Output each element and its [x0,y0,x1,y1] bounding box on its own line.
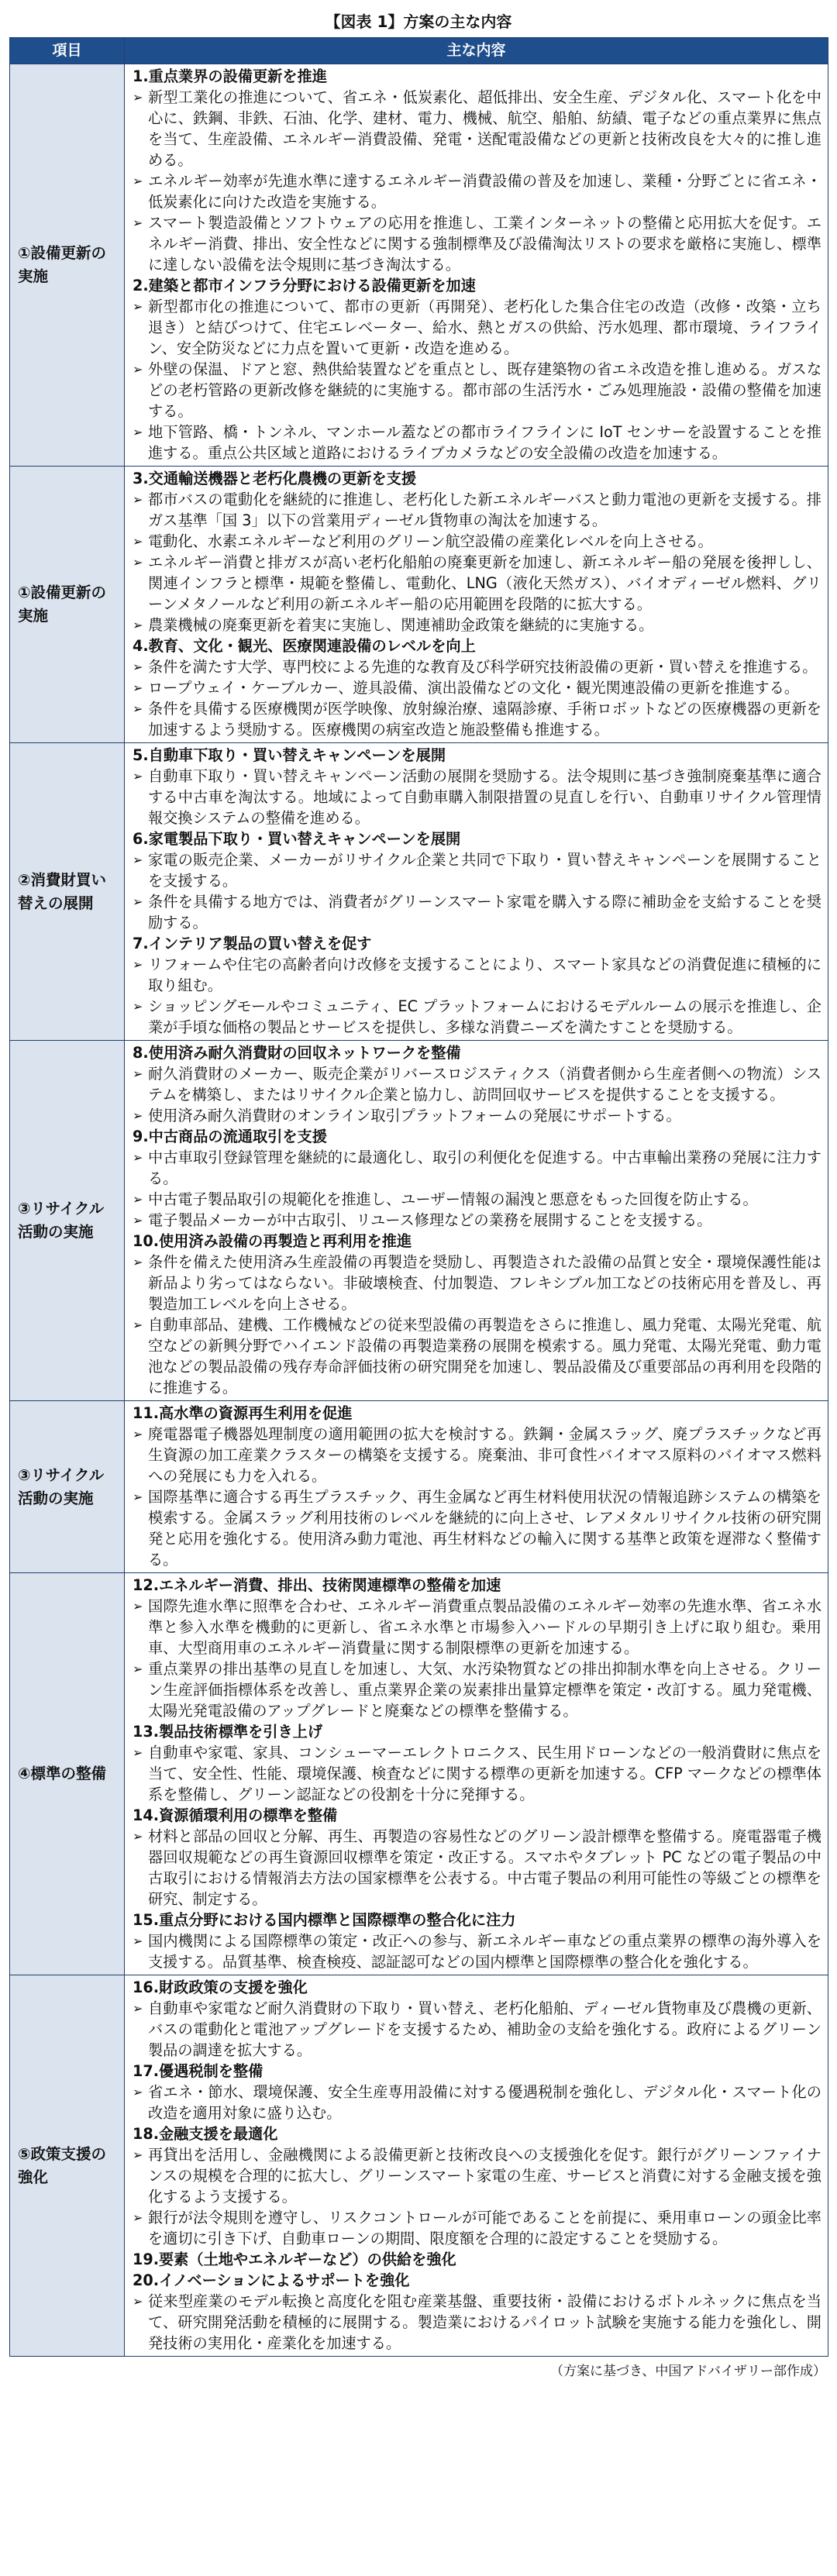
table-row [10,1401,828,1573]
bullet-item: ➢ 条件を備えた使用済み生産設備の再製造を奨励し、再製造された設備の品質と安全・環境保護性能は新品より劣ってはならない。非破壊検査、付加製造、フレキシブル加工などの技術応用を普及し、再製造加工レベルを向上させる。 [133,1252,822,1314]
content-item [133,2123,822,2249]
bullet-item: ➢ 自動車部品、建機、工作機械などの従来型設備の再製造をさらに推進し、風力発電、太陽光発電、航空などの新興分野でハイエンド設備の再製造業務の展開を模索する。風力発電、太陽光発電、動力電池などの製品設備の残存寿命評価技術の研究開発を加速し、製品設備及び重要部品の再利用を段階的に推進する。 [133,1314,822,1398]
category-cell [10,64,125,467]
item-title: 3.交通輸送機器と老朽化農機の更新を支援 [133,470,417,487]
bullet-item: ➢ 銀行が法令規則を遵守し、リスクコントロールが可能であることを前提に、乗用車ローンの頭金比率を適切に引き下げ、自動車ローンの期間、限度額を合理的に設定することを奨励する。 [133,2207,822,2249]
bullet-item: ➢ 中古車取引登録管理を継続的に最適化し、取引の利便化を促進する。中古車輸出業務の発展に注力する。 [133,1147,822,1189]
bullet-list [133,1063,822,1126]
category-cell [10,1975,125,2357]
content-item [133,1721,822,1805]
content-cell [125,1041,828,1401]
bullet-list [133,766,822,828]
bullet-item: ➢ 条件を具備する地方では、消費者がグリーンスマート家電を購入する際に補助金を支給することを奨励する。 [133,891,822,933]
bullet-item: ➢ 廃電器電子機器処理制度の適用範囲の拡大を検討する。鉄鋼・金属スラッグ、廃プラスチックなど再生資源の加工産業クラスターの構築を支援する。廃棄油、非可食性バイオマス原料のバイオマス燃料への発展にも力を入れる。 [133,1424,822,1486]
item-title: 6.家電製品下取り・買い替えキャンペーンを展開 [133,830,461,848]
bullet-item: ➢ 使用済み耐久消費財のオンライン取引プラットフォームの発展にサポートする。 [133,1105,822,1126]
bullet-list [133,489,822,635]
content-item [133,66,822,275]
content-item [133,828,822,933]
bullet-item: ➢ リフォームや住宅の高齢者向け改修を支援することにより、スマート家具などの消費促進に積極的に取り組む。 [133,954,822,996]
source-note: （方案に基づき、中国アドバイザリー部作成） [550,2364,826,2379]
bullet-item: ➢ 国内機関による国際標準の策定・改正への参与、新エネルギー車などの重点業界の標準の海外導入を支援する。品質基準、検査検疫、認証認可などの国内標準と国際標準の整合化を強化する。 [133,1930,822,1972]
bullet-list [133,2291,822,2354]
header-content: 主な内容 [125,38,828,64]
category-label: ③リサイクル活動の実施 [18,1200,105,1241]
bullet-item: ➢ 中古電子製品取引の規範化を推進し、ユーザー情報の漏洩と悪意をもった回復を防止する。 [133,1189,822,1210]
table-body [10,64,828,2357]
table-row [10,743,828,1041]
content-item [133,635,822,740]
category-cell [10,1401,125,1573]
item-title: 1.重点業界の設備更新を推進 [133,67,327,85]
item-title: 14.資源循環利用の標準を整備 [133,1806,338,1824]
bullet-list [133,1424,822,1570]
bullet-list [133,1998,822,2061]
content-item [133,2061,822,2123]
table-row [10,1975,828,2357]
bullet-item: ➢ 条件を具備する医療機関が医学映像、放射線治療、遠隔診療、手術ロボットなどの医療機器の更新を加速するよう奨励する。医療機関の病室改造と施設整備も推進する。 [133,698,822,740]
category-cell [10,467,125,743]
content-item [133,745,822,828]
item-title: 19.要素（土地やエネルギーなど）の供給を強化 [133,2251,456,2268]
bullet-list [133,1147,822,1231]
table-row [10,1573,828,1975]
item-title: 5.自動車下取り・買い替えキャンペーンを展開 [133,746,446,764]
bullet-item: ➢ 電子製品メーカーが中古取引、リユース修理などの業務を展開することを支援する。 [133,1210,822,1231]
bullet-item: ➢ 新型都市化の推進について、都市の更新（再開発）、老朽化した集合住宅の改造（改修・改築・立ち退き）と結びつけて、住宅エレベーター、給水、熱とガスの供給、汚水処理、都市環境、ライフライン、安全防災などに力点を置いて更新・改造を進める。 [133,296,822,359]
bullet-list [133,2144,822,2249]
bullet-list [133,954,822,1038]
category-label: ②消費財買い替えの展開 [18,870,107,912]
content-item [133,2270,822,2354]
table-row [10,467,828,743]
table-row [10,1041,828,1401]
bullet-item: ➢ 耐久消費財のメーカー、販売企業がリバースロジスティクス（消費者側から生産者側への物流）システムを構築し、またはリサイクル企業と協力し、訪問回収サービスを提供することを支援する。 [133,1063,822,1105]
category-label: ①設備更新の実施 [18,584,107,625]
item-title: 8.使用済み耐久消費財の回収ネットワークを整備 [133,1044,461,1062]
content-cell [125,64,828,467]
bullet-item: ➢ 自動車下取り・買い替えキャンペーン活動の展開を奨励する。法令規則に基づき強制廃棄基準に適合する中古車を淘汰する。地域によって自動車購入制限措置の見直しを行い、自動車リサイクル管理情報交換システムの整備を進める。 [133,766,822,828]
bullet-list [133,87,822,275]
bullet-item: ➢ 家電の販売企業、メーカーがリサイクル企業と共同で下取り・買い替えキャンペーンを展開することを支援する。 [133,849,822,891]
bullet-item: ➢ 国際基準に適合する再生プラスチック、再生金属など再生材料使用状況の情報追跡システムの構築を模索する。金属スラッグ利用技術のレベルを継続的に向上させ、レアメタルリサイクル技術の研究開発と応用を強化する。使用済み動力電池、再生材料などの輸入に関する基準と政策を遅滞なく整備する。 [133,1486,822,1570]
content-item [133,1910,822,1972]
item-title: 2.建築と都市インフラ分野における設備更新を加速 [133,277,476,294]
content-item [133,1126,822,1231]
bullet-item: ➢ スマート製造設備とソフトウェアの応用を推進し、工業インターネットの整備と応用拡大を促す。エネルギー消費、排出、安全性などに関する強制標準及び設備淘汰リストの要求を厳格に実施し、標準に達しない設備を法令規則に基づき淘汰する。 [133,212,822,275]
item-title: 12.エネルギー消費、排出、技術関連標準の整備を加速 [133,1576,501,1594]
bullet-item: ➢ 新型工業化の推進について、省エネ・低炭素化、超低排出、安全生産、デジタル化、スマート化を中心に、鉄鋼、非鉄、石油、化学、建材、電力、機械、航空、船舶、紡績、電子などの重点業界に焦点を当て、生産設備、エネルギー消費設備、発電・送配電設備などの更新と技術改良を大々的に推し進める。 [133,87,822,170]
bullet-item: ➢ エネルギー効率が先進水準に達するエネルギー消費設備の普及を加速し、業種・分野ごとに省エネ・低炭素化に向けた改造を実施する。 [133,170,822,212]
item-title: 13.製品技術標準を引き上げ [133,1723,323,1741]
figure-title: 【図表 1】方案の主な内容 [325,12,512,31]
bullet-item: ➢ 従来型産業のモデル転換と高度化を阻む産業基盤、重要技術・設備におけるボトルネックに焦点を当て、研究開発活動を積極的に展開する。製造業におけるパイロット試験を実施する能力を強化し、開発技術の実用化・産業化を加速する。 [133,2291,822,2354]
bullet-item: ➢ 自動車や家電、家具、コンシューマーエレクトロニクス、民生用ドローンなどの一般消費財に焦点を当て、安全性、性能、環境保護、検査などに関する標準の更新を加速する。CFP マークなどの標準体系を整備し、グリーン認証などの役割を十分に発揮する。 [133,1742,822,1805]
content-table [9,37,828,2357]
bullet-item: ➢ 省エネ・節水、環境保護、安全生産専用設備に対する優遇税制を強化し、デジタル化・スマート化の改造を適用対象に盛り込む。 [133,2082,822,2123]
header-row [10,38,828,64]
bullet-item: ➢ 再貸出を活用し、金融機関による設備更新と技術改良への支援強化を促す。銀行がグリーンファイナンスの規模を合理的に拡大し、グリーンスマート家電の生産、サービスと消費に対する金融支援を強化するよう支援する。 [133,2144,822,2207]
bullet-item: ➢ 材料と部品の回収と分解、再生、再製造の容易性などのグリーン設計標準を整備する。廃電器電子機器回収規範などの再生資源回収標準を策定・改正する。スマホやタブレット PC などの電子製品の中古取引における情報消去方法の国家標準を公表する。中古電子製品の利用可能性の等級ごとの標準を研究、制定する。 [133,1826,822,1910]
category-label: ①設備更新の実施 [18,244,107,285]
bullet-list [133,2082,822,2123]
bullet-item: ➢ 国際先進水準に照準を合わせ、エネルギー消費重点製品設備のエネルギー効率の先進水準、省エネ水準と参入水準を機動的に更新し、省エネ水準と市場参入ハードルの早期引き上げに取り組む。乗用車、大型商用車のエネルギー消費量に関する制限標準の更新を加速する。 [133,1596,822,1658]
item-title: 9.中古商品の流通取引を支援 [133,1128,327,1145]
bullet-list [133,1596,822,1721]
item-title: 15.重点分野における国内標準と国際標準の整合化に注力 [133,1911,516,1929]
bullet-item: ➢ 重点業界の排出基準の見直しを加速し、大気、水汚染物質などの排出抑制水準を向上させる。クリーン生産評価指標体系を改善し、重点業界企業の炭素排出量算定標準を策定・改訂する。風力発電機、太陽光発電設備のアップグレードと廃棄などの標準を整備する。 [133,1658,822,1721]
bullet-item: ➢ 農業機械の廃棄更新を着実に実施し、関連補助金政策を継続的に実施する。 [133,615,822,635]
item-title: 17.優遇税制を整備 [133,2062,264,2080]
content-cell [125,1573,828,1975]
bullet-list [133,1826,822,1910]
bullet-list [133,1930,822,1972]
content-item [133,1231,822,1398]
bullet-item: ➢ 自動車や家電など耐久消費財の下取り・買い替え、老朽化船舶、ディーゼル貨物車及び農機の更新、バスの電動化と電池アップグレードを支援するため、補助金の支給を強化する。政府によるグリーン製品の調達を拡大する。 [133,1998,822,2061]
content-cell [125,1975,828,2357]
content-item [133,1042,822,1126]
content-item [133,275,822,463]
bullet-item: ➢ 電動化、水素エネルギーなど利用のグリーン航空設備の産業化レベルを向上させる。 [133,531,822,552]
bullet-list [133,656,822,740]
content-item [133,933,822,1038]
bullet-item: ➢ 都市バスの電動化を継続的に推進し、老朽化した新エネルギーバスと動力電池の更新を支援する。排ガス基準「国 3」以下の営業用ディーゼル貨物車の淘汰を加速する。 [133,489,822,531]
item-title: 16.財政政策の支援を強化 [133,1978,308,1996]
bullet-item: ➢ エネルギー消費と排ガスが高い老朽化船舶の廃棄更新を加速し、新エネルギー船の発展を後押しし、関連インフラと標準・規範を整備し、電動化、LNG（液化天然ガス）、バイオディーゼル燃料、グリーンメタノールなど利用の新エネルギー船の応用範囲を段階的に拡大する。 [133,552,822,615]
item-title: 7.インテリア製品の買い替えを促す [133,935,372,952]
bullet-item: ➢ 地下管路、橋・トンネル、マンホール蓋などの都市ライフラインに IoT センサーを設置することを推進する。重点公共区域と道路におけるライブカメラなどの安全設備の改造を加速する。 [133,422,822,463]
category-label: ③リサイクル活動の実施 [18,1465,105,1507]
bullet-list [133,1742,822,1805]
bullet-item: ➢ ショッピングモールやコミュニティ、EC プラットフォームにおけるモデルルームの展示を推進し、企業が手頃な価格の製品とサービスを提供し、多様な消費ニーズを満たすことを奨励する。 [133,996,822,1038]
content-item [133,1403,822,1570]
content-cell [125,1401,828,1573]
page [9,9,828,2381]
bullet-list [133,296,822,463]
bullet-item: ➢ 外壁の保温、ドアと窓、熱供給装置などを重点とし、既存建築物の省エネ改造を推し進める。ガスなどの老朽管路の更新改修を継続的に実施する。都市部の生活汚水・ごみ処理施設・設備の整備を加速する。 [133,359,822,422]
item-title: 20.イノベーションによるサポートを強化 [133,2271,410,2289]
bullet-item: ➢ 条件を満たす大学、専門校による先進的な教育及び科学研究技術設備の更新・買い替えを推進する。 [133,656,822,677]
content-cell [125,743,828,1041]
content-item [133,1805,822,1910]
content-cell [125,467,828,743]
content-item [133,1575,822,1721]
category-cell [10,1041,125,1401]
header-item: 項目 [10,38,125,64]
bullet-list [133,849,822,933]
bullet-item: ➢ ロープウェイ・ケーブルカー、遊具設備、演出設備などの文化・観光関連設備の更新を推進する。 [133,677,822,698]
content-item [133,468,822,635]
item-title: 11.高水準の資源再生利用を促進 [133,1404,353,1422]
item-title: 4.教育、文化・観光、医療関連設備のレベルを向上 [133,637,476,655]
category-cell [10,743,125,1041]
category-label: ⑤政策支援の強化 [18,2144,107,2186]
category-label: ④標準の整備 [18,1765,107,1782]
table-row [10,64,828,467]
bullet-list [133,1252,822,1398]
content-item [133,2249,822,2270]
content-item [133,1977,822,2061]
item-title: 18.金融支援を最適化 [133,2125,278,2143]
item-title: 10.使用済み設備の再製造と再利用を推進 [133,1232,412,1250]
category-cell [10,1573,125,1975]
